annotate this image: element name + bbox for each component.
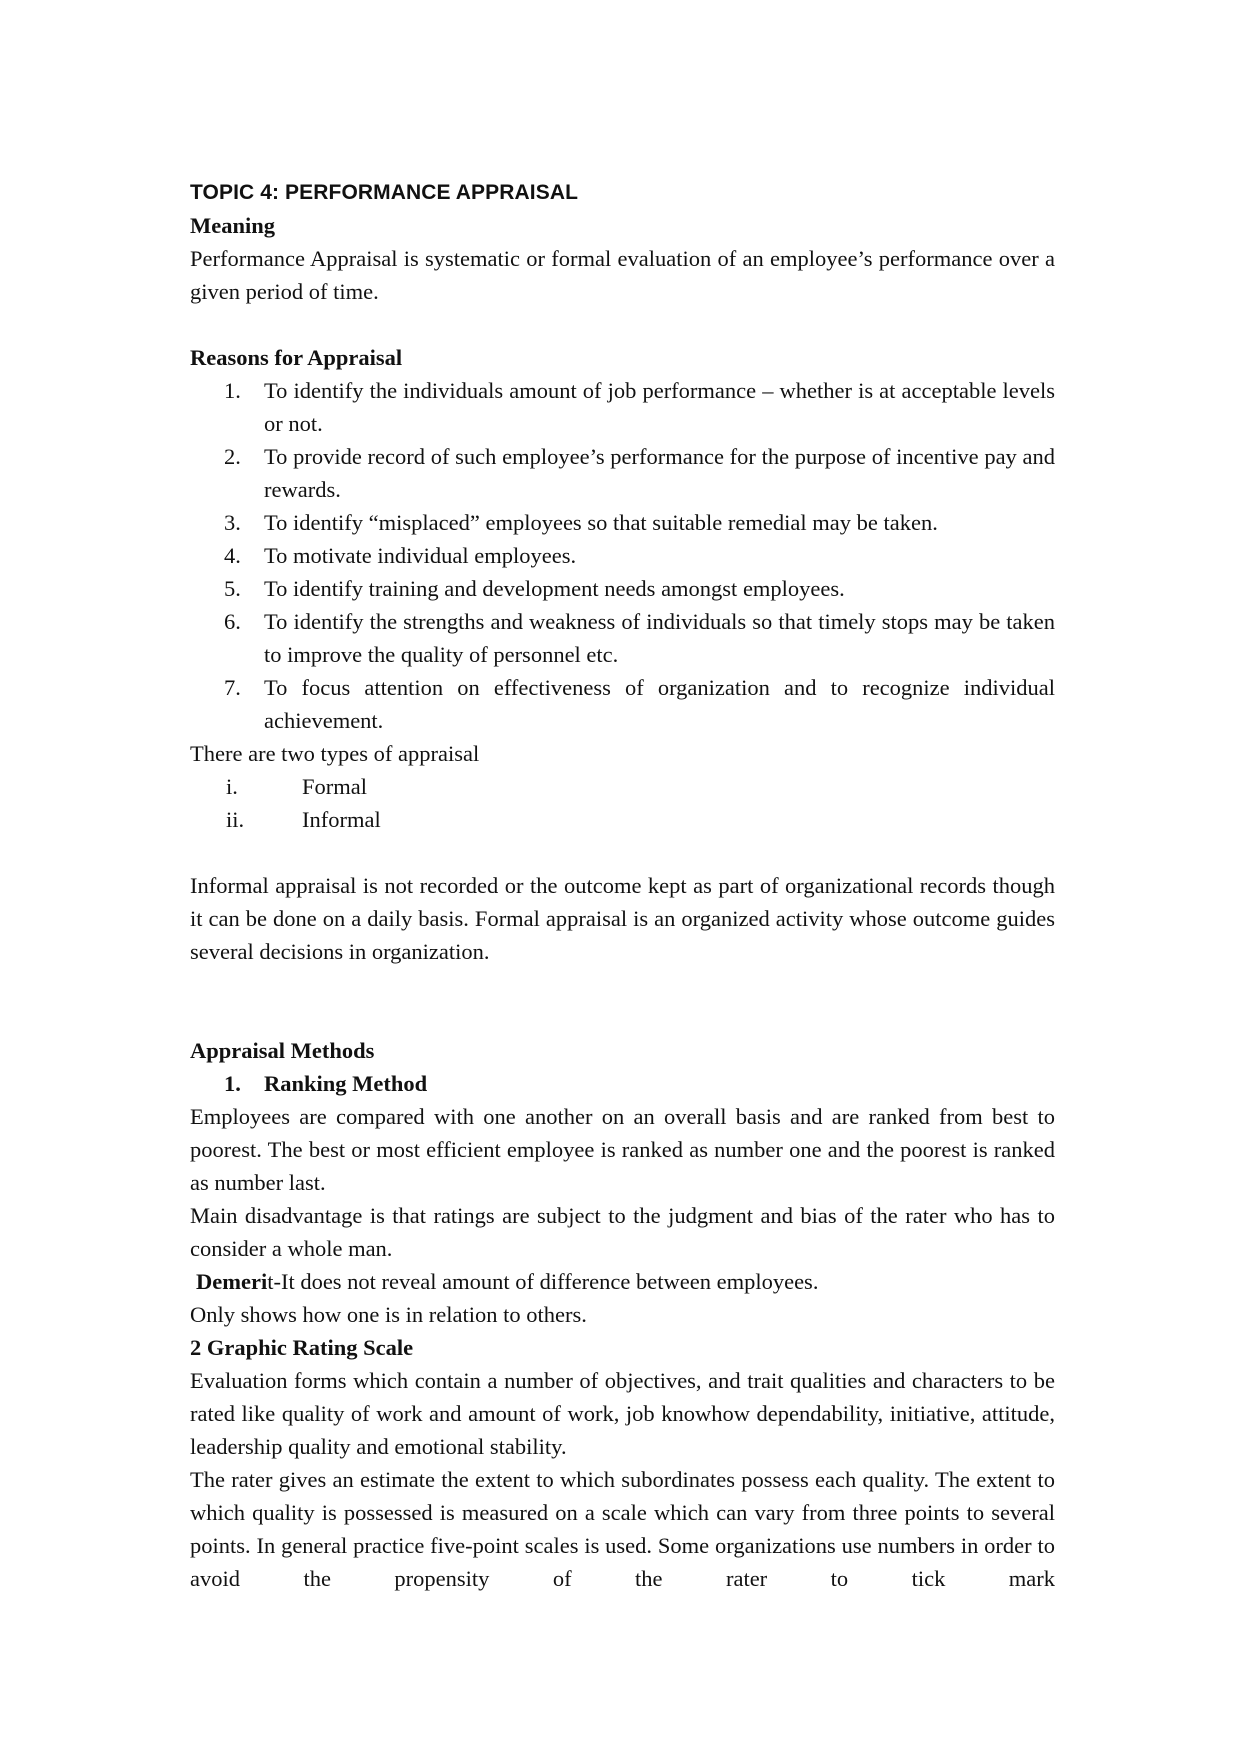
- demerit-line: [190, 1265, 1055, 1298]
- method-title: Ranking Method: [264, 1071, 428, 1096]
- informal-appraisal-paragraph: Informal appraisal is not recorded or the outcome kept as part of organizational records though it can be done on a daily basis. Formal appraisal is an organized activity whose outcome guides several decisions in organization.: [190, 873, 1055, 964]
- list-number: 7.: [224, 675, 241, 700]
- list-item-text: To focus attention on effectiveness of organization and to recognize individual achievement.: [264, 675, 1055, 733]
- list-item: [190, 374, 1055, 440]
- list-item: [190, 440, 1055, 506]
- list-item: [190, 539, 1055, 572]
- reasons-heading: Reasons for Appraisal: [190, 345, 403, 370]
- list-number: 2.: [224, 444, 241, 469]
- demerit-text: t-It does not reveal amount of difference between employees.: [267, 1269, 819, 1294]
- list-number: i.: [226, 774, 238, 799]
- list-item-text: Formal: [302, 774, 367, 799]
- reasons-list: [190, 374, 1055, 737]
- list-item: [190, 605, 1055, 671]
- list-item-text: To identify “misplaced” employees so that suitable remedial may be taken.: [264, 510, 938, 535]
- meaning-heading: Meaning: [190, 213, 276, 238]
- list-item-text: To identify the individuals amount of job performance – whether is at acceptable levels or not.: [264, 378, 1055, 436]
- list-item: [190, 770, 1055, 803]
- list-item: [190, 506, 1055, 539]
- spacer: [190, 968, 1055, 1034]
- list-item: [190, 671, 1055, 737]
- list-item-text: To identify the strengths and weakness of individuals so that timely stops may be taken to improve the quality of personnel etc.: [264, 609, 1055, 667]
- list-item-text: To identify training and development needs amongst employees.: [264, 576, 845, 601]
- spacer: [190, 836, 1055, 869]
- list-number: 4.: [224, 543, 241, 568]
- types-list: [190, 770, 1055, 836]
- list-number: 1.: [224, 378, 241, 403]
- list-item: [190, 572, 1055, 605]
- meaning-paragraph: Performance Appraisal is systematic or formal evaluation of an employee’s performance over a given period of time.: [190, 246, 1055, 304]
- appraisal-methods-heading: Appraisal Methods: [190, 1038, 375, 1063]
- list-item-text: To motivate individual employees.: [264, 543, 577, 568]
- method-number: 1.: [224, 1071, 241, 1096]
- list-number: ii.: [226, 807, 245, 832]
- list-number: 6.: [224, 609, 241, 634]
- demerit-label: Demeri: [196, 1269, 268, 1294]
- ranking-disadvantage-paragraph: Main disadvantage is that ratings are subject to the judgment and bias of the rater who has to consider a whole man.: [190, 1203, 1055, 1261]
- topic-title: TOPIC 4: PERFORMANCE APPRAISAL: [190, 181, 579, 204]
- graphic-paragraph-1: Evaluation forms which contain a number of objectives, and trait qualities and characters to be rated like quality of work and amount of work, job knowhow dependability, initiative, attitude, leadership quality and emotional stability.: [190, 1368, 1055, 1459]
- list-item-text: To provide record of such employee’s performance for the purpose of incentive pay and rewards.: [264, 444, 1055, 502]
- spacer: [190, 308, 1055, 341]
- ranking-method-heading: [190, 1067, 1055, 1100]
- ranking-relation-line: Only shows how one is in relation to others.: [190, 1302, 587, 1327]
- ranking-paragraph: Employees are compared with one another on an overall basis and are ranked from best to poorest. The best or most efficient employee is ranked as number one and the poorest is ranked as number last.: [190, 1104, 1055, 1195]
- list-item: [190, 803, 1055, 836]
- types-intro: There are two types of appraisal: [190, 741, 480, 766]
- list-number: 5.: [224, 576, 241, 601]
- graphic-rating-scale-heading: 2 Graphic Rating Scale: [190, 1335, 414, 1360]
- list-item-text: Informal: [302, 807, 381, 832]
- list-number: 3.: [224, 510, 241, 535]
- graphic-paragraph-2: The rater gives an estimate the extent to which subordinates possess each quality. The extent to which quality is possessed is measured on a scale which can vary from three points to several points. In general practice five-point scales is used. Some organizations use numbers in order to avoid the propensity of the rater to tick mark: [190, 1467, 1055, 1591]
- document-page: [190, 176, 1055, 1628]
